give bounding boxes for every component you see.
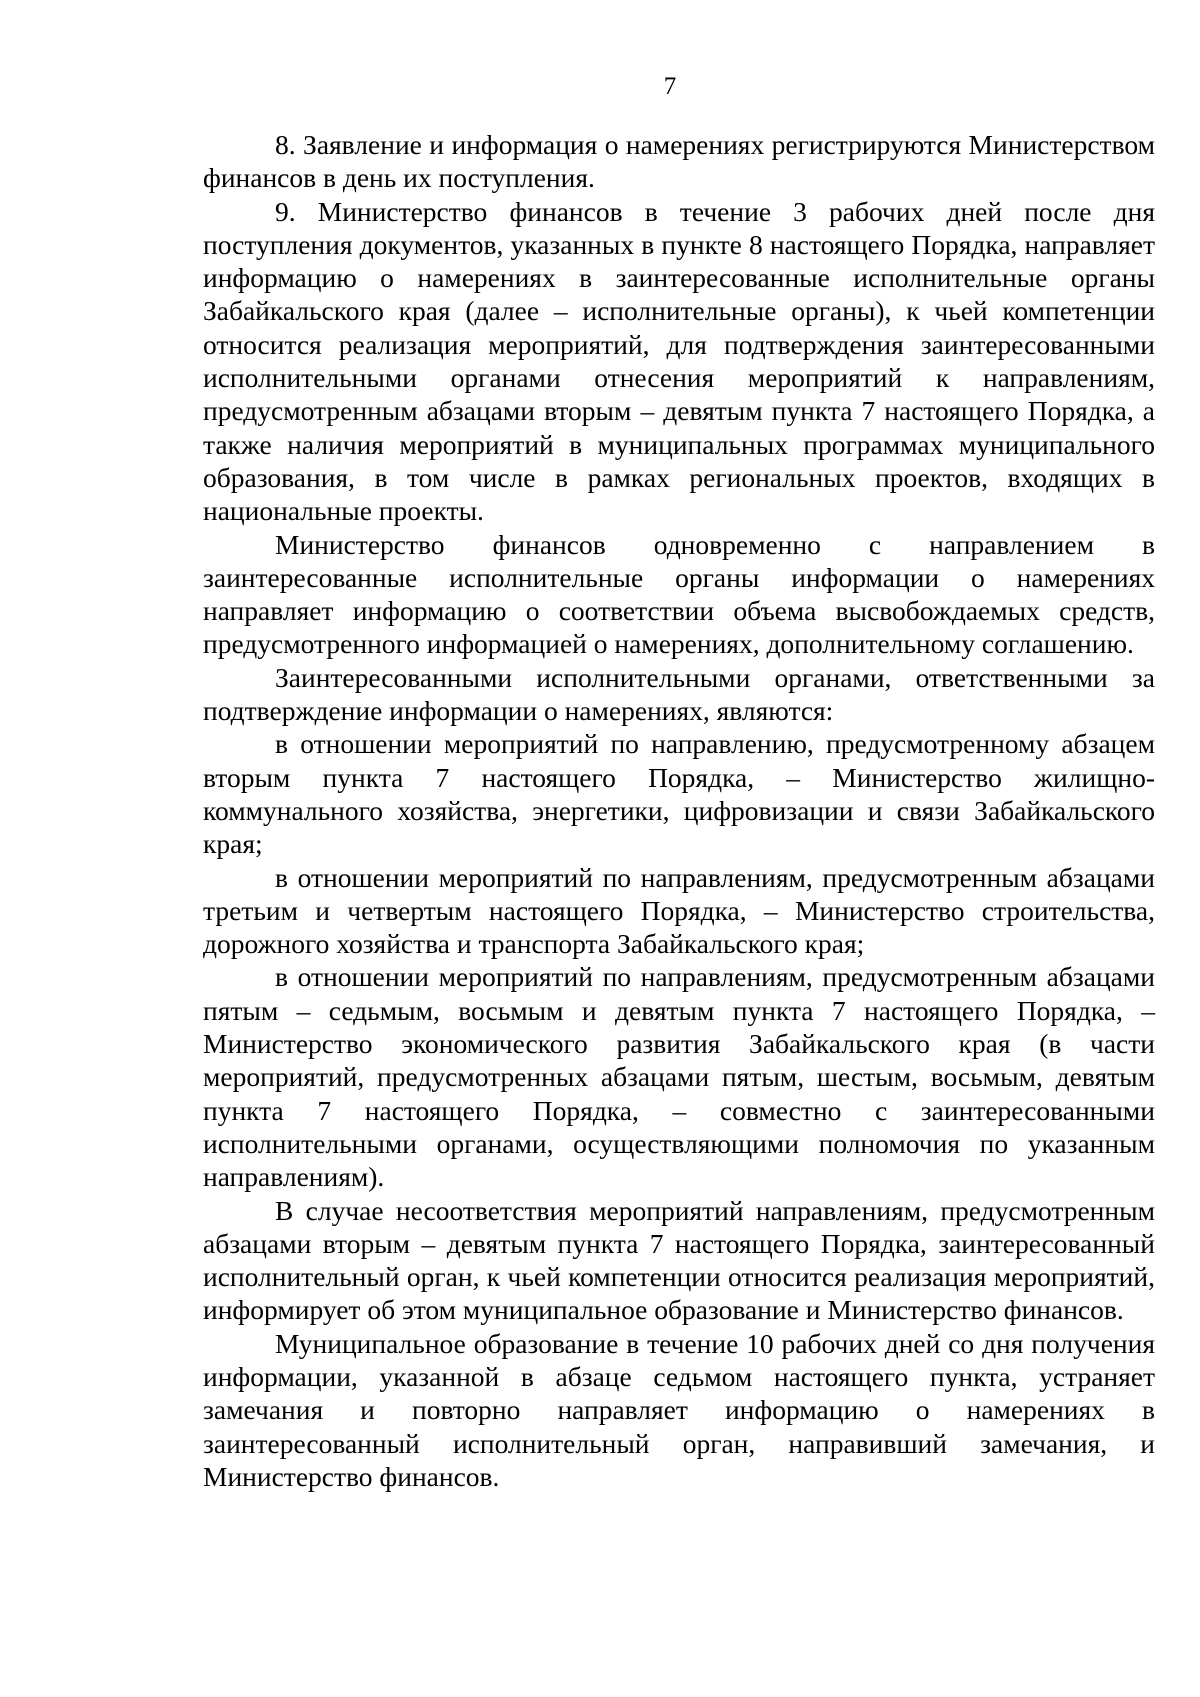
paragraph-finance-ministry-simultaneous: Министерство финансов одновременно с направлением в заинтересованные исполнительные органы информации о намерениях направляет информацию о соответствии объема высвобождаемых средств, предусмотренного информацией о намерениях, дополнительному соглашению. bbox=[203, 528, 1155, 660]
paragraph-municipal-correction: Муниципальное образование в течение 10 рабочих дней со дня получения информации, указанной в абзаце седьмом настоящего пункта, устраняет замечания и повторно направляет информацию о намерениях в заинтересованный исполнительный орган, направивший замечания, и Министерство финансов. bbox=[203, 1327, 1155, 1492]
document-body bbox=[203, 128, 1155, 1493]
paragraph-housing-ministry: в отношении мероприятий по направлению, предусмотренному абзацем вторым пункта 7 настоящего Порядка, – Министерство жилищно-коммунального хозяйства, энергетики, цифровизации и связи Забайкальского края; bbox=[203, 728, 1155, 860]
page-number: 7 bbox=[663, 73, 677, 100]
paragraph-nonconformity-case: В случае несоответствия мероприятий направлениям, предусмотренным абзацами вторым – девятым пункта 7 настоящего Порядка, заинтересованный исполнительный орган, к чьей компетенции относится реализация мероприятий, информирует об этом муниципальное образование и Министерство финансов. bbox=[203, 1194, 1155, 1326]
paragraph-item-8: 8. Заявление и информация о намерениях регистрируются Министерством финансов в день их поступления. bbox=[203, 129, 1155, 194]
paragraph-item-9: 9. Министерство финансов в течение 3 рабочих дней после дня поступления документов, указанных в пункте 8 настоящего Порядка, направляет информацию о намерениях в заинтересованные исполнительные органы Забайкальского края (далее – исполнительные органы), к чьей компетенции относится реализация мероприятий, для подтверждения заинтересованными исполнительными органами отнесения мероприятий к направлениям, предусмотренным абзацами вторым – девятым пункта 7 настоящего Порядка, а также наличия мероприятий в муниципальных программах муниципального образования, в том числе в рамках региональных проектов, входящих в национальные проекты. bbox=[203, 195, 1155, 527]
paragraph-construction-ministry: в отношении мероприятий по направлениям, предусмотренным абзацами третьим и четвертым настоящего Порядка, – Министерство строительства, дорожного хозяйства и транспорта Забайкальского края; bbox=[203, 861, 1155, 960]
paragraph-responsible-bodies: Заинтересованными исполнительными органами, ответственными за подтверждение информации о намерениях, являются: bbox=[203, 661, 1155, 727]
paragraph-economic-ministry: в отношении мероприятий по направлениям, предусмотренным абзацами пятым – седьмым, восьмым и девятым пункта 7 настоящего Порядка, – Министерство экономического развития Забайкальского края (в части мероприятий, предусмотренных абзацами пятым, шестым, восьмым, девятым пункта 7 настоящего Порядка, – совместно с заинтересованными исполнительными органами, осуществляющими полномочия по указанным направлениям). bbox=[203, 961, 1155, 1193]
